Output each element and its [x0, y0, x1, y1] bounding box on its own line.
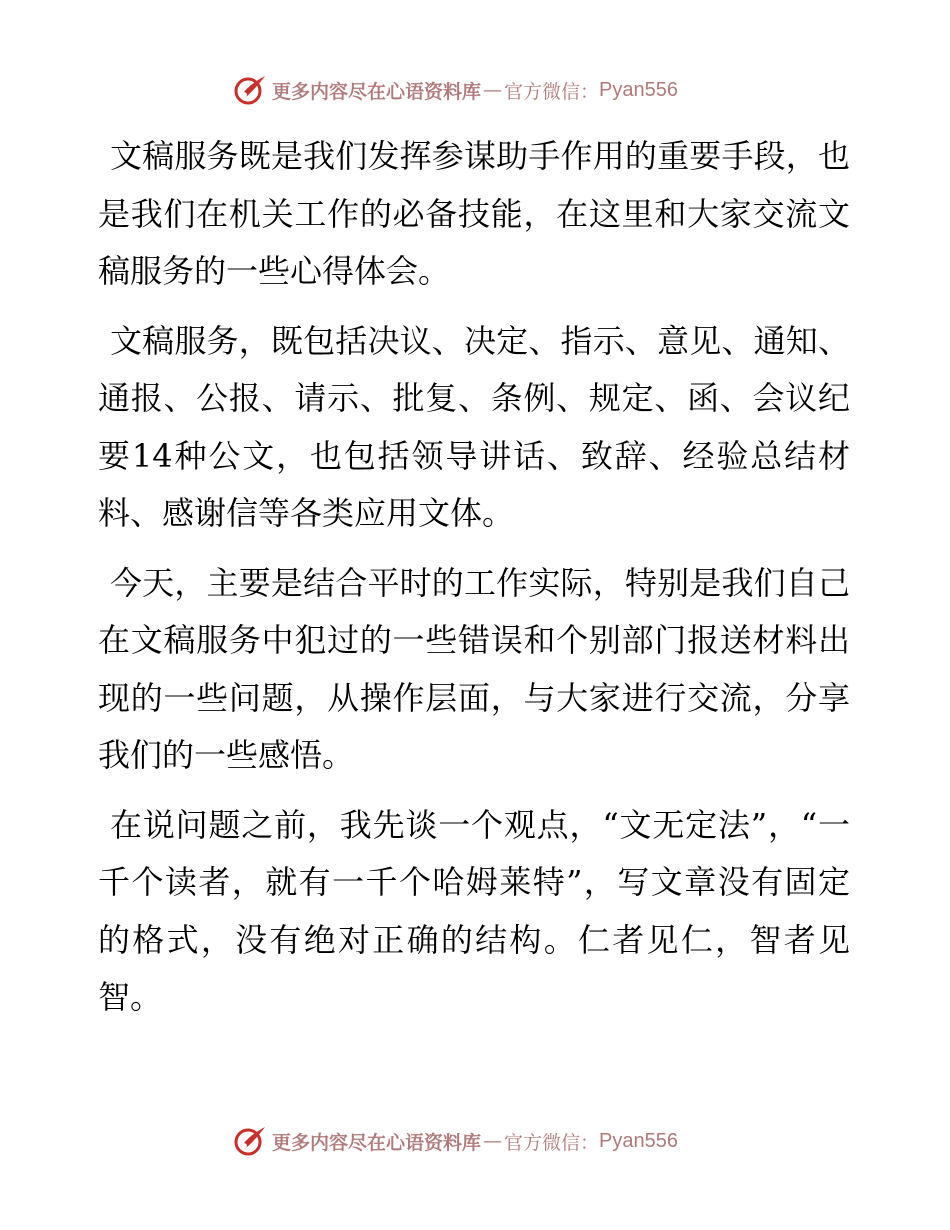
paragraph-3: 今天，主要是结合平时的工作实际，特别是我们自己在文稿服务中犯过的一些错误和个别部门报送材料出现的一些问题，从操作层面，与大家进行交流，分享我们的一些感悟。 — [98, 563, 850, 774]
paragraph-4: 在说问题之前，我先谈一个观点，“文无定法”，“一千个读者，就有一千个哈姆莱特”，写文章没有固定的格式，没有绝对正确的结构。仁者见仁，智者见智。 — [98, 805, 850, 1016]
watermark-separator: — — [483, 1130, 503, 1152]
watermark-wechat-id: Pyan556 — [599, 1129, 678, 1152]
watermark-wechat-id: Pyan556 — [599, 78, 678, 101]
watermark-sub-text: 官方微信： — [504, 1131, 600, 1154]
document-body — [98, 128, 850, 1039]
watermark-main-text: 更多内容尽在心语资料库 — [272, 80, 482, 103]
paragraph-1: 文稿服务既是我们发挥参谋助手作用的重要手段，也是我们在机关工作的必备技能，在这里和大家交流文稿服务的一些心得体会。 — [98, 137, 850, 290]
brush-logo-icon — [232, 1123, 268, 1159]
paragraph-2: 文稿服务，既包括决议、决定、指示、意见、通知、通报、公报、请示、批复、条例、规定、函、会议纪要14种公文，也包括领导讲话、致辞、经验总结材料、感谢信等各类应用文体。 — [98, 321, 850, 532]
watermark-banner-bottom — [232, 1121, 678, 1161]
watermark-banner-top — [232, 70, 678, 110]
watermark-separator: — — [483, 79, 503, 101]
watermark-main-text: 更多内容尽在心语资料库 — [272, 1131, 482, 1154]
brush-logo-icon — [232, 72, 268, 108]
watermark-sub-text: 官方微信： — [504, 80, 600, 103]
